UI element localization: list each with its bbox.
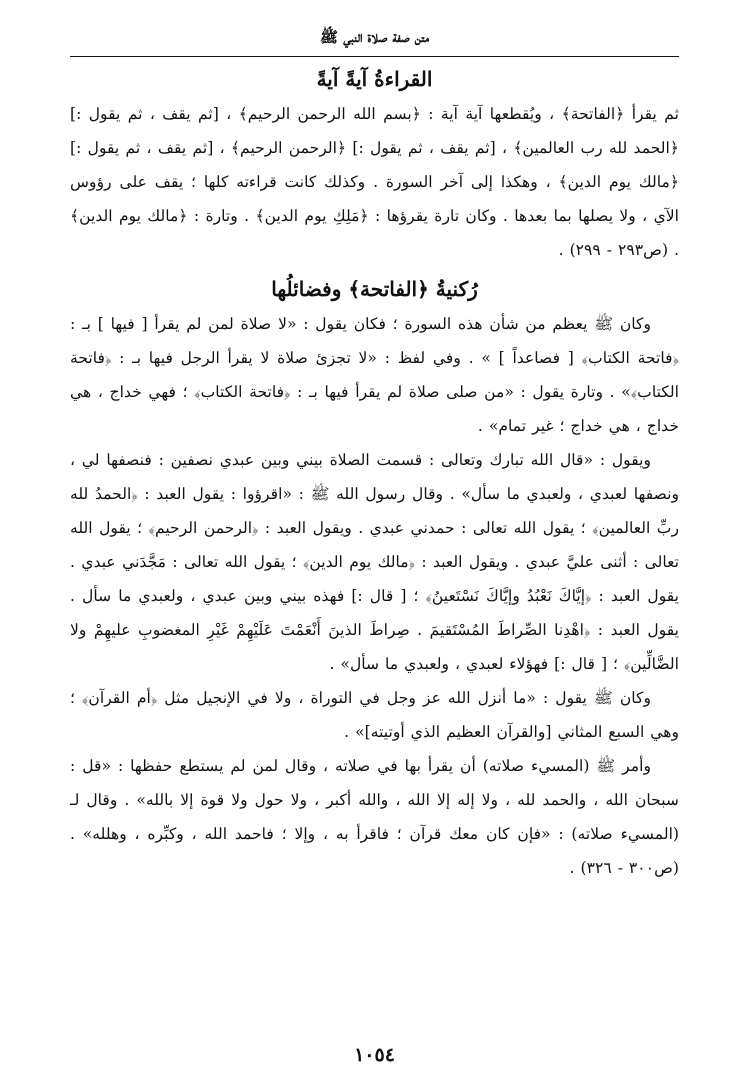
page-number: ١٠٥٤ bbox=[354, 1044, 395, 1066]
page bbox=[70, 28, 679, 1048]
section-title-fatiha: رُكنيةُ ﴿الفاتحة﴾ وفضائلُها bbox=[271, 277, 478, 301]
paragraph: ويقول : «قال الله تبارك وتعالى : قسمت الصلاة بيني وبين عبدي نصفين : فنصفها لي ، ونصفها لعبدي ، ولعبدي ما سأل» . وقال رسول الله ﷺ : «اقرؤوا : يقول العبد : ﴿الحمدُ لله ربِّ العالمين﴾ ؛ يقول الله تعالى : حمدني عبدي . ويقول العبد : ﴿الرحمن الرحيم﴾ ؛ يقول الله تعالى : أثنى عليَّ عبدي . ويقول العبد : ﴿مالك يوم الدين﴾ ؛ يقول الله تعالى : مَجَّدَني عبدي . يقول العبد : ﴿إيَّاكَ نَعْبُدُ وإيَّاكَ نَسْتَعينُ﴾ ؛ [ قال :] فهذه بيني وبين عبدي ، ولعبدي ما سأل . يقول العبد : ﴿اهْدِنا الصِّراطَ المُسْتَقيمَ . صِراطَ الذينَ أَنْعَمْتَ عَلَيْهِمْ غَيْرِ المغضوبِ عليهِمْ ولا الضَّالِّين﴾ ؛ [ قال :] فهؤلاء لعبدي ، ولعبدي ما سأل» . bbox=[70, 451, 679, 673]
running-header: متن صفة صلاة النبي ﷺ bbox=[70, 28, 679, 57]
paragraph: وكان ﷺ يعظم من شأن هذه السورة ؛ فكان يقول : «لا صلاة لمن لم يقرأ [ فيها ] بـ : ﴿فاتحة الكتاب﴾ [ فصاعداً ] » . وفي لفظ : «لا تجزئ صلاة لا يقرأ الرجل فيها بـ : ﴿فاتحة الكتاب﴾» . وتارة يقول : «من صلى صلاة لم يقرأ فيها بـ : ﴿فاتحة الكتاب﴾ ؛ فهي خداج ، هي خداج ، هي خداج ؛ غير تمام» . bbox=[70, 315, 679, 435]
section-title-recitation: القراءةُ آيةً آيةً bbox=[316, 67, 433, 91]
paragraph: وأمر ﷺ (المسيء صلاته) أن يقرأ بها في صلاته ، وقال لمن لم يستطع حفظها : «قل : سبحان الله ، والحمد لله ، ولا إله إلا الله ، والله أكبر ، ولا حول ولا قوة إلا بالله» . وقال لـ (المسيء صلاته) : «فإن كان معك قرآن ؛ فاقرأ به ، وإلا ؛ فاحمد الله ، وكبِّره ، وهلله» . (ص٣٠٠ - ٣٢٦) . bbox=[70, 757, 679, 877]
paragraph: وكان ﷺ يقول : «ما أنزل الله عز وجل في التوراة ، ولا في الإنجيل مثل ﴿أم القرآن﴾ ؛ وهي السبع المثاني [والقرآن العظيم الذي أوتيته]» . bbox=[70, 689, 679, 741]
paragraph: ثم يقرأ ﴿الفاتحة﴾ ، ويُقطعها آية آية : ﴿بسم الله الرحمن الرحيم﴾ ، [ثم يقف ، ثم يقول :] ﴿الحمد لله رب العالمين﴾ ، [ثم يقف ، ثم يقول :] ﴿الرحمن الرحيم﴾ ، [ثم يقف ، ثم يقول :] ﴿مالك يوم الدين﴾ ، وهكذا إلى آخر السورة . وكذلك كانت قراءته كلها ؛ يقف على رؤوس الآي ، ولا يصلها بما بعدها . وكان تارة يقرؤها : ﴿مَلِكِ يوم الدين﴾ . وتارة : ﴿مالك يوم الدين﴾ . (ص٢٩٣ - ٢٩٩) . bbox=[70, 105, 679, 259]
